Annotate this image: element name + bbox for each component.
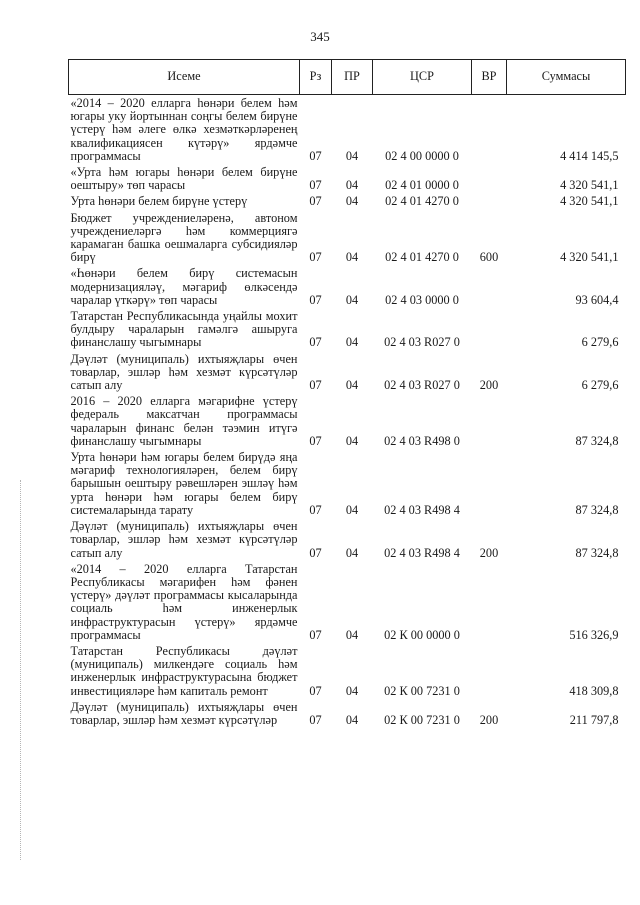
row-pr: 04: [345, 502, 359, 517]
row-rz: 07: [309, 712, 322, 727]
row-rz: 07: [309, 502, 322, 517]
row-sum: 211 797,8: [569, 712, 619, 727]
row-pr: 04: [345, 148, 359, 163]
row-vr: [472, 643, 507, 699]
row-vr: [472, 265, 507, 308]
row-name: «Һөнәри белем бирү системасын модернизацияләү, мәгариф өлкәсендә чаралар үткәрү» төп чарасы: [70, 266, 298, 307]
row-rz: 07: [309, 683, 322, 698]
row-rz: 07: [309, 378, 322, 393]
row-vr: [472, 95, 507, 165]
row-pr: 04: [345, 178, 359, 193]
table-header-row: [69, 60, 626, 95]
row-sum: 4 320 541,1: [560, 178, 619, 193]
row-csr: 02 4 01 4270 0: [385, 250, 459, 265]
header-rz: Рз: [300, 60, 332, 95]
row-pr: 04: [345, 378, 359, 393]
row-vr: [472, 393, 507, 449]
row-sum: 4 320 541,1: [560, 250, 619, 265]
header-pr: ПР: [332, 60, 373, 95]
row-rz: 07: [309, 194, 322, 209]
table-row: [69, 265, 626, 308]
row-pr: 04: [345, 627, 359, 642]
row-sum: 6 279,6: [581, 378, 619, 393]
row-csr: 02 К 00 7231 0: [384, 712, 460, 727]
row-csr: 02 4 01 4270 0: [385, 194, 459, 209]
row-name: Дәүләт (муниципаль) ихтыяҗлары өчен товарлар, эшләр һәм хезмәт күрсәтүләр сатып алу: [70, 351, 298, 393]
row-csr: 02 К 00 0000 0: [384, 627, 460, 642]
row-pr: 04: [345, 712, 359, 727]
row-vr: 600: [479, 250, 499, 265]
row-name: «Урта һәм югары һөнәри белем бирүне оештыру» төп чарасы: [70, 165, 298, 193]
row-sum: 516 326,9: [569, 627, 619, 642]
row-rz: 07: [309, 335, 322, 350]
row-name: Татарстан Республикасы дәүләт (муниципаль) милкендәге социаль һәм инженерлык инфраструктурасына бюджет инвестицияләре һәм капиталь ремонт: [70, 643, 298, 698]
margin-dotted-line: [20, 480, 23, 860]
row-csr: 02 К 00 7231 0: [384, 683, 460, 698]
table-row: [69, 643, 626, 699]
row-csr: 02 4 01 0000 0: [385, 178, 459, 193]
row-vr: [472, 164, 507, 193]
row-vr: [472, 193, 507, 209]
row-csr: 02 4 00 0000 0: [385, 148, 459, 163]
row-csr: 02 4 03 R027 0: [384, 335, 460, 350]
row-sum: 418 309,8: [569, 683, 619, 698]
row-sum: 87 324,8: [575, 545, 619, 560]
header-vr: ВР: [472, 60, 507, 95]
table-row: [69, 193, 626, 209]
row-rz: 07: [309, 545, 322, 560]
row-pr: 04: [345, 335, 359, 350]
row-name: Бюджет учреждениеләренә, автоном учреждениеләргә һәм коммерциягә карамаган башка оешмаларга субсидияләр бирү: [70, 210, 298, 265]
table-row: [69, 164, 626, 193]
header-name: Исеме: [69, 60, 300, 95]
row-rz: 07: [309, 148, 322, 163]
row-csr: 02 4 03 R498 0: [384, 433, 460, 448]
table-row: [69, 561, 626, 643]
row-vr: 200: [479, 545, 499, 560]
header-sum: Суммасы: [507, 60, 626, 95]
table-row: [69, 449, 626, 518]
row-vr: 200: [479, 378, 499, 393]
row-name: Татарстан Республикасында уңайлы мохит булдыру чараларын гамәлгә ашыруга финанслашу чыгымнары: [70, 309, 298, 350]
row-pr: 04: [345, 545, 359, 560]
row-rz: 07: [309, 178, 322, 193]
row-csr: 02 4 03 R498 4: [384, 502, 460, 517]
row-rz: 07: [309, 627, 322, 642]
table-row: [69, 95, 626, 165]
row-rz: 07: [309, 292, 322, 307]
row-csr: 02 4 03 0000 0: [385, 292, 459, 307]
row-name: Дәүләт (муниципаль) ихтыяҗлары өчен товарлар, эшләр һәм хезмәт күрсәтүләр сатып алу: [70, 519, 298, 560]
row-sum: 87 324,8: [575, 433, 619, 448]
row-name: Урта һөнәри һәм югары белем бирүдә яңа мәгариф технологияләрен, белем бирү барышын оештыру рәвешләрен эшләү һәм урта һөнәри һәм югары белем бирү системаларында тарату: [70, 450, 298, 517]
row-sum: 6 279,6: [581, 335, 619, 350]
row-vr: 200: [479, 712, 499, 727]
row-pr: 04: [345, 250, 359, 265]
row-name: 2016 – 2020 елларга мәгарифне үстерү федераль максатчан программасы чараларын финанс белән тәэмин итүгә финанслашу чыгымнары: [70, 394, 298, 448]
page-number: 345: [310, 29, 330, 44]
row-pr: 04: [345, 433, 359, 448]
row-name: Урта һөнәри белем бирүне үстерү: [70, 194, 248, 209]
table-row: [69, 210, 626, 266]
table-row: [69, 351, 626, 394]
row-pr: 04: [345, 292, 359, 307]
row-vr: [472, 561, 507, 643]
table-row: [69, 699, 626, 728]
table-row: [69, 308, 626, 351]
row-name: «2014 – 2020 елларга һөнәри белем һәм югары уку йортыннан соңгы белем бирүне үстерү һәм әлеге өлкә хезмәткәрләренең квалификациясен күтәрү» ярдәмче программасы: [70, 96, 298, 163]
row-sum: 4 414 145,5: [560, 148, 619, 163]
row-rz: 07: [309, 433, 322, 448]
table-row: [69, 518, 626, 561]
row-sum: 93 604,4: [575, 292, 619, 307]
row-vr: [472, 308, 507, 351]
row-rz: 07: [309, 250, 322, 265]
header-csr: ЦСР: [373, 60, 472, 95]
row-sum: 87 324,8: [575, 502, 619, 517]
row-pr: 04: [345, 194, 359, 209]
row-name: «2014 – 2020 елларга Татарстан Республикасы мәгарифен һәм фәнен үстерү» дәүләт программасы кысаларында социаль һәм инженерлык инфраструктурасын үстерү» ярдәмче программасы: [70, 561, 298, 642]
row-csr: 02 4 03 R027 0: [384, 378, 460, 393]
budget-table: [68, 59, 626, 728]
row-pr: 04: [345, 683, 359, 698]
row-sum: 4 320 541,1: [560, 194, 619, 209]
row-name: Дәүләт (муниципаль) ихтыяҗлары өчен товарлар, эшләр һәм хезмәт күрсәтүләр: [70, 699, 298, 727]
table-row: [69, 393, 626, 449]
row-csr: 02 4 03 R498 4: [384, 545, 460, 560]
row-vr: [472, 449, 507, 518]
